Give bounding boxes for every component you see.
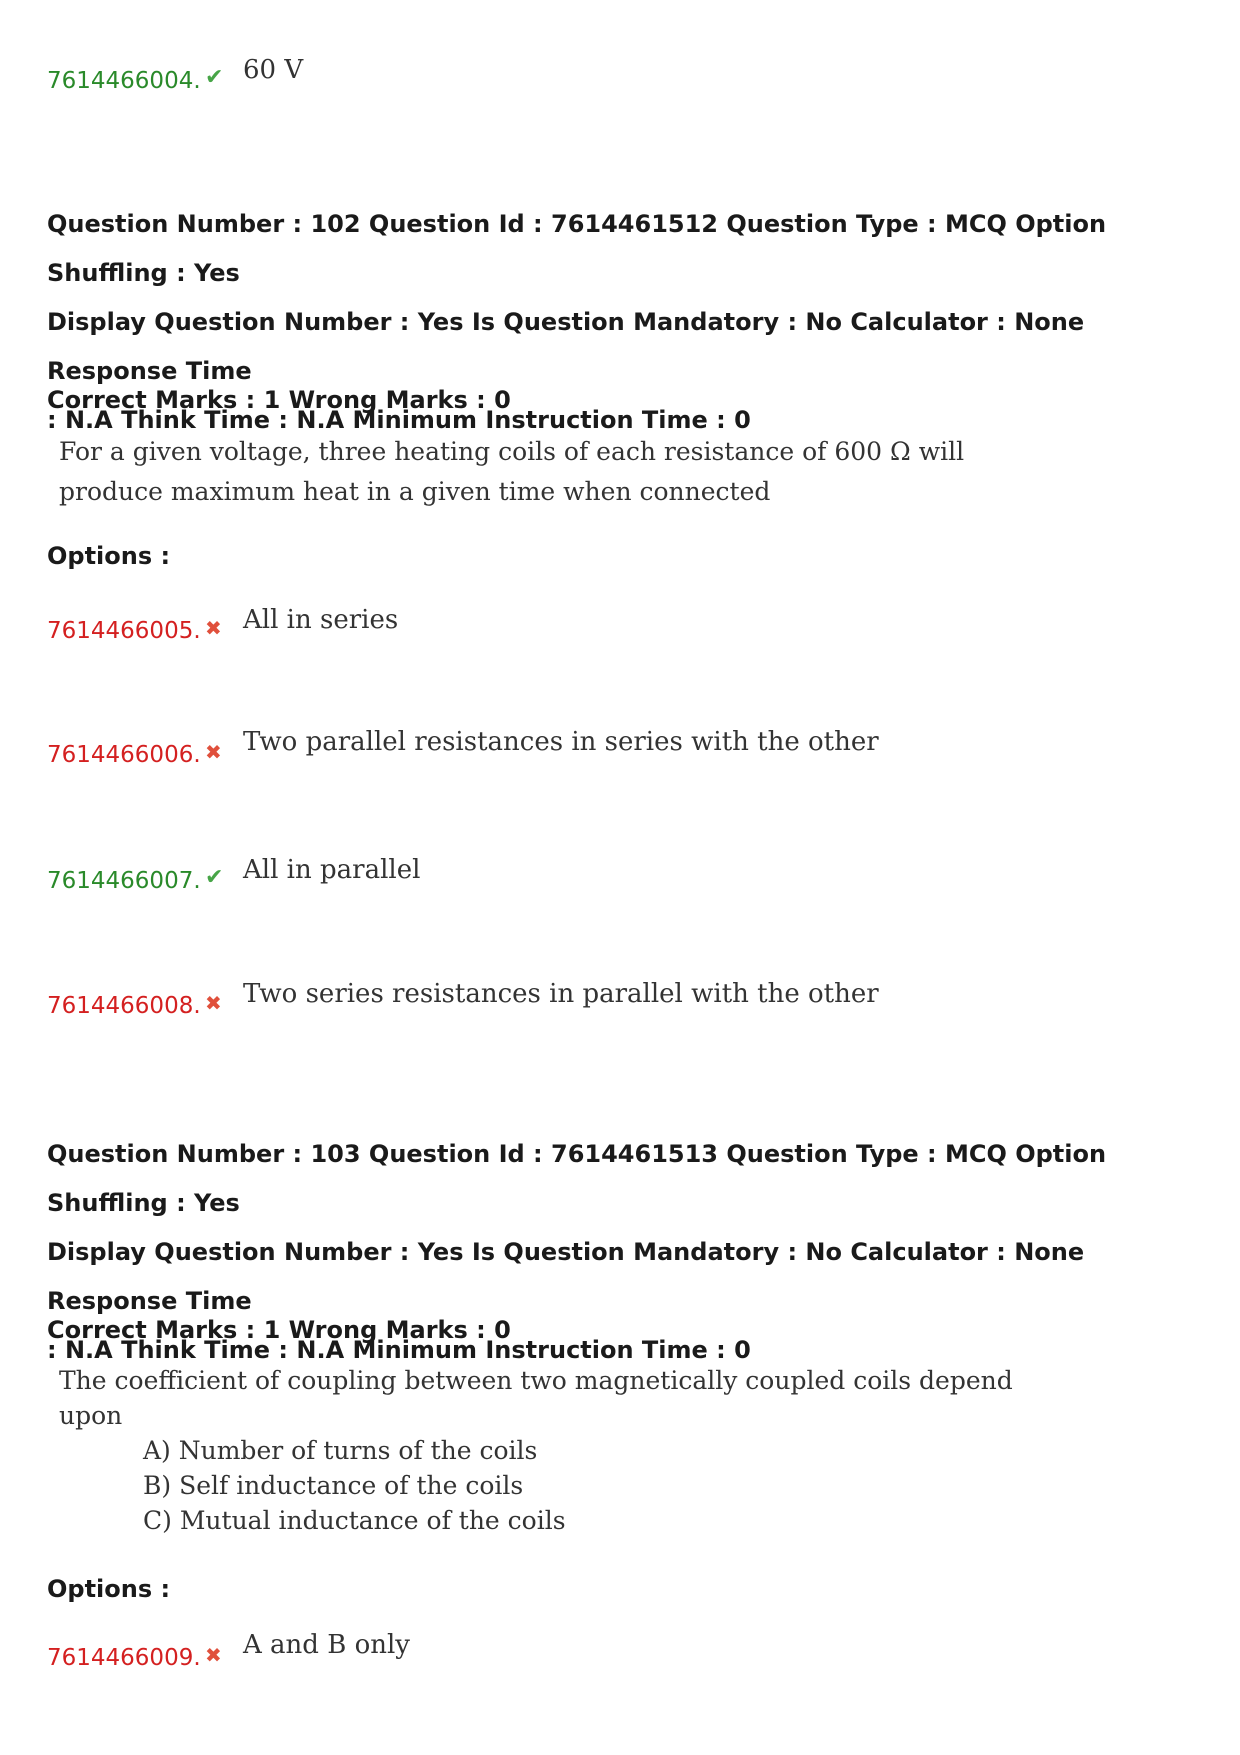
option-id: 7614466004. [47, 68, 201, 94]
check-mark-icon: ✔ [205, 865, 224, 890]
question-text [59, 1363, 1013, 1433]
cross-mark-icon: ✖ [205, 991, 222, 1015]
option-id: 7614466007. [47, 868, 201, 894]
cross-mark-icon: ✖ [205, 740, 222, 764]
question-text [59, 432, 964, 512]
question-text-line: produce maximum heat in a given time when connected [59, 477, 771, 506]
check-mark-icon: ✔ [205, 65, 224, 90]
cross-mark-icon: ✖ [205, 616, 222, 640]
option-row [47, 1630, 1147, 1690]
option-id: 7614466008. [47, 993, 201, 1019]
option-text: A and B only [243, 1630, 410, 1660]
question-meta-line: Display Question Number : Yes Is Question Mandatory : No Calculator : None Response Time [47, 1238, 1085, 1315]
question-meta-line: : N.A Think Time : N.A Minimum Instruction Time : 0 [47, 1336, 751, 1364]
option-id: 7614466009. [47, 1645, 201, 1671]
option-row [47, 855, 1147, 915]
option-id: 7614466006. [47, 742, 201, 768]
option-row [47, 979, 1147, 1039]
question-text-line: The coefficient of coupling between two magnetically coupled coils depend [59, 1366, 1013, 1395]
option-text: 60 V [243, 55, 304, 85]
options-label: Options : [47, 542, 171, 570]
question-meta-line: Display Question Number : Yes Is Question Mandatory : No Calculator : None Response Time [47, 308, 1085, 385]
option-text: All in series [243, 605, 399, 635]
option-text: Two parallel resistances in series with the other [243, 727, 879, 757]
option-text: All in parallel [243, 855, 421, 885]
question-meta-line: : N.A Think Time : N.A Minimum Instruction Time : 0 [47, 406, 751, 434]
marks-info: Correct Marks : 1 Wrong Marks : 0 [47, 1316, 511, 1344]
option-row [47, 727, 1147, 787]
question-sub-items [143, 1433, 566, 1538]
question-sub-item: A) Number of turns of the coils [143, 1436, 538, 1465]
question-meta-line: Question Number : 103 Question Id : 7614461513 Question Type : MCQ Option Shuffling : Yes [47, 1140, 1107, 1217]
question-text-line: upon [59, 1401, 123, 1430]
question-meta-line: Question Number : 102 Question Id : 7614461512 Question Type : MCQ Option Shuffling : Yes [47, 210, 1107, 287]
options-label: Options : [47, 1575, 171, 1603]
question-text-line: For a given voltage, three heating coils of each resistance of 600 Ω will [59, 437, 965, 466]
option-text: Two series resistances in parallel with the other [243, 979, 879, 1009]
marks-info: Correct Marks : 1 Wrong Marks : 0 [47, 386, 511, 414]
option-id: 7614466005. [47, 618, 201, 644]
question-sub-item: B) Self inductance of the coils [143, 1471, 524, 1500]
question-sub-item: C) Mutual inductance of the coils [143, 1506, 566, 1535]
option-row [47, 605, 1147, 665]
cross-mark-icon: ✖ [205, 1643, 222, 1667]
option-row [47, 55, 1147, 115]
